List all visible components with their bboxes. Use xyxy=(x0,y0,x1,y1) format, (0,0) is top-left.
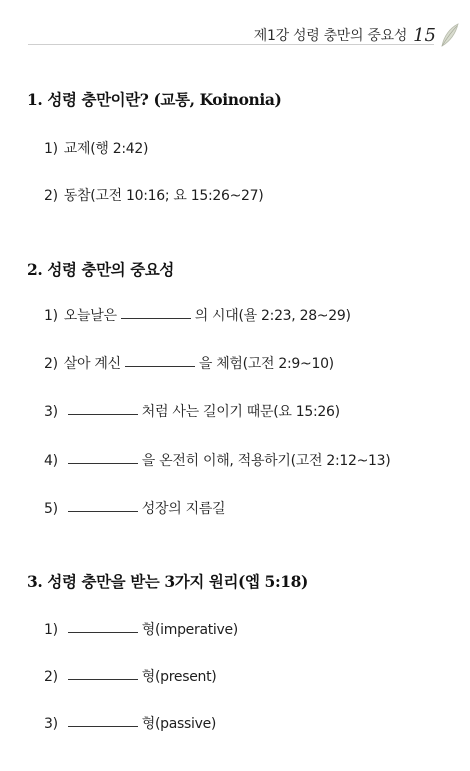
fill-in-blank xyxy=(68,413,138,415)
fill-in-blank xyxy=(68,510,138,512)
list-item xyxy=(44,666,216,686)
fill-in-blank xyxy=(68,631,138,633)
fill-in-blank xyxy=(68,678,138,680)
running-title: 제1강 성령 충만의 중요성 xyxy=(253,28,408,44)
item-text-before: 오늘날은 xyxy=(63,308,117,324)
leaf-icon xyxy=(438,22,460,48)
fill-in-blank xyxy=(68,462,138,464)
item-text-after: 형(imperative) xyxy=(141,622,238,638)
item-text-after: 성장의 지름길 xyxy=(141,501,226,517)
list-item xyxy=(44,713,216,733)
section-heading-3: 3. 성령 충만을 받는 3가지 원리(엡 5:18) xyxy=(27,572,308,591)
list-item xyxy=(44,401,340,421)
item-number: 5) xyxy=(44,501,58,517)
fill-in-blank xyxy=(121,317,191,319)
list-item xyxy=(44,498,225,518)
fill-in-blank xyxy=(68,725,138,727)
item-number: 2) xyxy=(44,356,58,372)
item-number: 3) xyxy=(44,716,58,732)
item-number: 1) xyxy=(44,622,58,638)
list-item xyxy=(44,619,238,639)
header-rule xyxy=(28,44,434,45)
item-text-before: 살아 계신 xyxy=(63,356,121,372)
item-number: 3) xyxy=(44,404,58,420)
item-text-after: 형(present) xyxy=(141,669,217,685)
list-item xyxy=(44,138,148,158)
item-number: 4) xyxy=(44,453,58,469)
list-item xyxy=(44,353,334,373)
item-text-after: 을 체험(고전 2:9~10) xyxy=(198,356,334,372)
fill-in-blank xyxy=(125,365,195,367)
item-text: 교제(행 2:42) xyxy=(63,141,149,157)
item-text-after: 을 온전히 이해, 적용하기(고전 2:12~13) xyxy=(141,453,391,469)
page-number: 15 xyxy=(413,24,436,46)
list-item xyxy=(44,305,351,325)
item-number: 1) xyxy=(44,308,58,324)
item-text-after: 형(passive) xyxy=(141,716,217,732)
item-number: 1) xyxy=(44,141,58,157)
section-heading-2: 2. 성령 충만의 중요성 xyxy=(27,260,174,279)
list-item xyxy=(44,185,263,205)
list-item xyxy=(44,450,390,470)
item-number: 2) xyxy=(44,188,58,204)
item-text-after: 처럼 사는 길이기 때문(요 15:26) xyxy=(141,404,340,420)
item-text: 동참(고전 10:16; 요 15:26~27) xyxy=(63,188,264,204)
item-number: 2) xyxy=(44,669,58,685)
item-text-after: 의 시대(욜 2:23, 28~29) xyxy=(194,308,351,324)
section-heading-1: 1. 성령 충만이란? (교통, Koinonia) xyxy=(27,90,282,109)
